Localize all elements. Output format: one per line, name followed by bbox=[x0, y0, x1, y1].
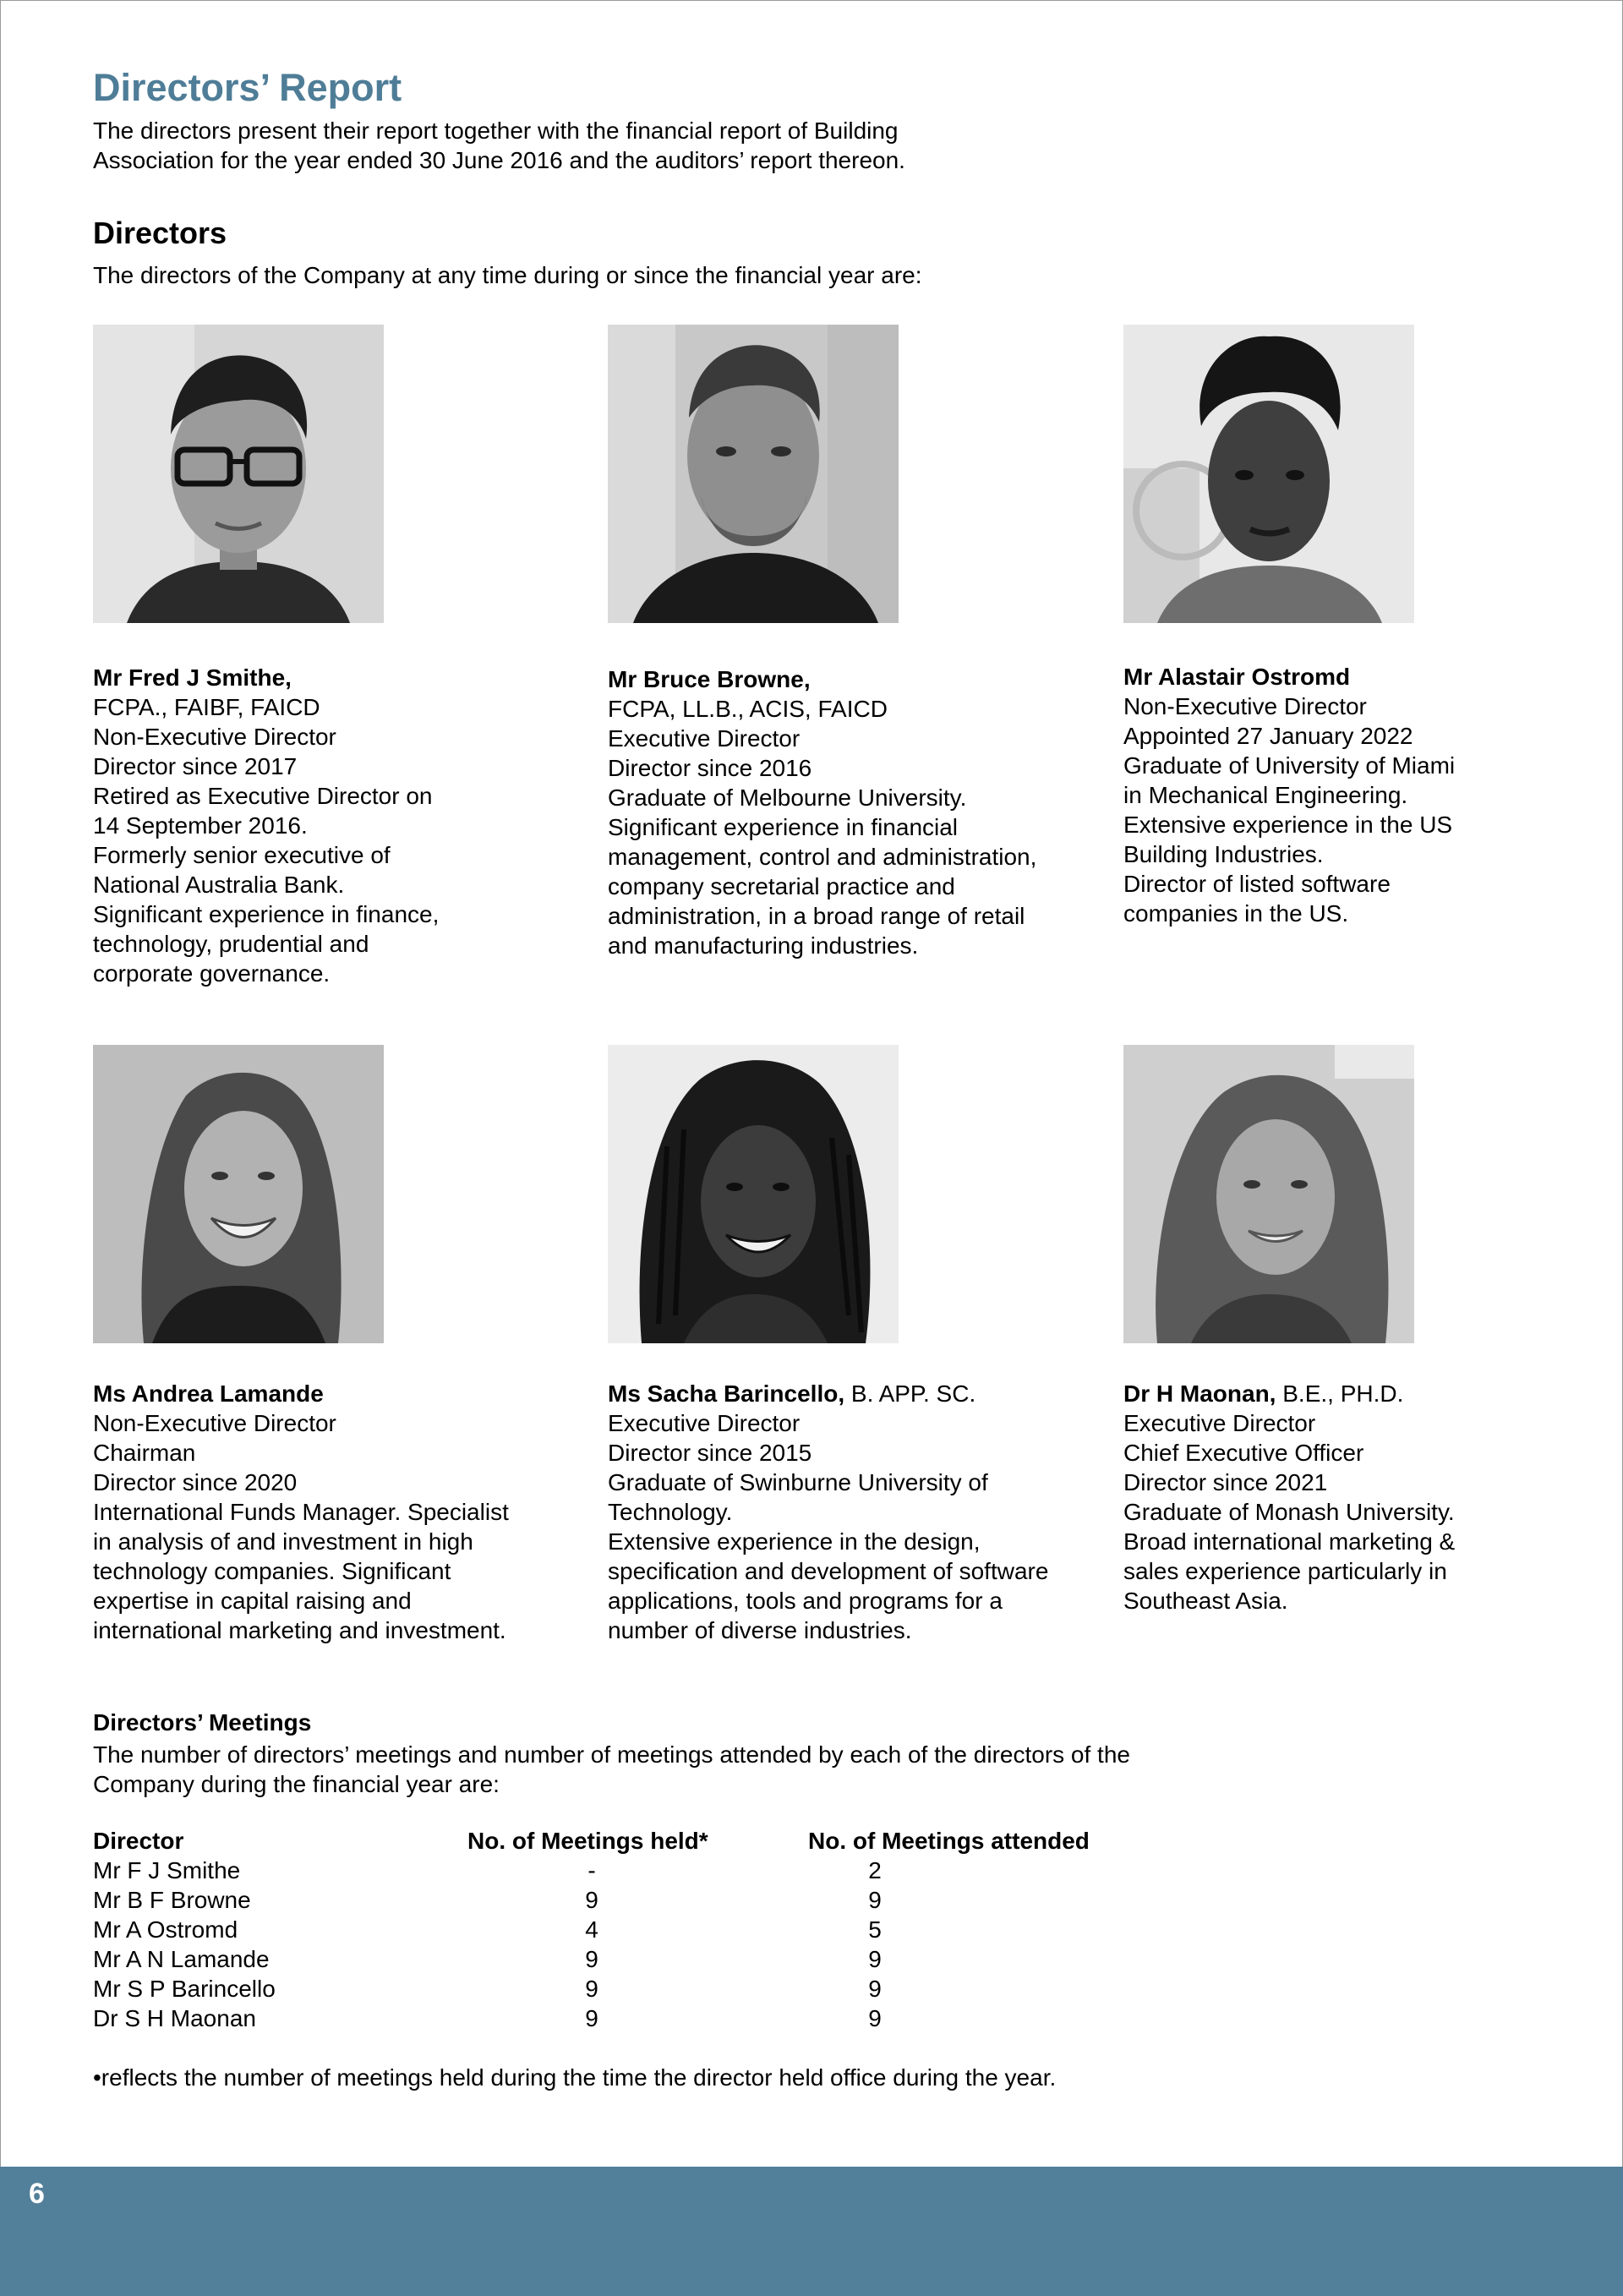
meetings-intro-line: Company during the financial year are: bbox=[93, 1771, 500, 1797]
report-intro-line: The directors present their report together with the financial report of Building bbox=[93, 118, 899, 144]
cell-meetings-attended: 5 bbox=[868, 1916, 882, 1943]
cell-meetings-held: 9 bbox=[585, 1946, 598, 1972]
bio-line: Appointed 27 January 2022 bbox=[1123, 723, 1413, 749]
cell-meetings-held: 9 bbox=[585, 2005, 598, 2031]
column-header-director: Director bbox=[93, 1828, 184, 1854]
bio-line: technology companies. Significant bbox=[93, 1558, 451, 1584]
cell-director: Mr F J Smithe bbox=[93, 1857, 241, 1883]
bio-line: corporate governance. bbox=[93, 960, 331, 987]
bio-line: in analysis of and investment in high bbox=[93, 1528, 473, 1555]
bio-line: Executive Director bbox=[608, 725, 801, 752]
bio-line: Extensive experience in the US bbox=[1123, 812, 1453, 838]
director-name-row bbox=[608, 1379, 1081, 1408]
column-header-meetings-attended: No. of Meetings attended bbox=[808, 1828, 1090, 1854]
meetings-footnote: •reflects the number of meetings held during the time the director held office during the year. bbox=[93, 2064, 1057, 2091]
bio-line: Graduate of University of Miami bbox=[1123, 752, 1456, 779]
bio-line: Technology. bbox=[608, 1499, 733, 1525]
director-bio-smithe bbox=[93, 663, 566, 988]
bio-line: National Australia Bank. bbox=[93, 872, 345, 898]
cell-director: Mr A N Lamande bbox=[93, 1946, 270, 1972]
director-bio-lamande bbox=[93, 1379, 566, 1645]
directors-intro: The directors of the Company at any time during or since the financial year are: bbox=[93, 262, 922, 288]
bio-line: Executive Director bbox=[608, 1410, 801, 1436]
bio-line: FCPA., FAIBF, FAICD bbox=[93, 694, 320, 720]
bio-line: Director since 2015 bbox=[608, 1440, 812, 1466]
director-name: Ms Andrea Lamande bbox=[93, 1380, 324, 1407]
director-bio-ostromd bbox=[1123, 662, 1597, 928]
bio-line: Retired as Executive Director on bbox=[93, 783, 433, 809]
director-qualifications: B. APP. SC. bbox=[844, 1380, 976, 1407]
portrait-bruce-browne bbox=[608, 325, 899, 623]
bio-line: number of diverse industries. bbox=[608, 1617, 912, 1643]
cell-meetings-attended: 9 bbox=[868, 1976, 882, 2002]
meetings-intro bbox=[93, 1740, 1260, 1799]
director-name: Ms Sacha Barincello, bbox=[608, 1380, 845, 1407]
bio-line: Graduate of Swinburne University of bbox=[608, 1469, 988, 1495]
page-title: Directors’ Report bbox=[93, 66, 402, 109]
bio-line: expertise in capital raising and bbox=[93, 1588, 412, 1614]
bio-line: International Funds Manager. Specialist bbox=[93, 1499, 509, 1525]
bio-line: Director of listed software bbox=[1123, 871, 1391, 897]
bio-line: applications, tools and programs for a bbox=[608, 1588, 1003, 1614]
bio-line: 14 September 2016. bbox=[93, 812, 308, 839]
meetings-heading: Directors’ Meetings bbox=[93, 1709, 312, 1736]
page-number: 6 bbox=[29, 2178, 45, 2210]
bio-line: technology, prudential and bbox=[93, 931, 369, 957]
portrait-sacha-barincello bbox=[608, 1045, 899, 1343]
cell-meetings-held: - bbox=[587, 1857, 596, 1883]
bio-line: Graduate of Melbourne University. bbox=[608, 784, 967, 811]
cell-meetings-held: 4 bbox=[585, 1916, 598, 1943]
bio-line: Formerly senior executive of bbox=[93, 842, 391, 868]
bio-line: Non-Executive Director bbox=[1123, 693, 1367, 719]
cell-director: Mr A Ostromd bbox=[93, 1916, 238, 1943]
bio-line: specification and development of software bbox=[608, 1558, 1049, 1584]
report-intro-line: Association for the year ended 30 June 2016 and the auditors’ report thereon. bbox=[93, 147, 905, 173]
portrait-andrea-lamande bbox=[93, 1045, 384, 1343]
bio-line: management, control and administration, bbox=[608, 844, 1037, 870]
portrait-alastair-ostromd bbox=[1123, 325, 1414, 623]
bio-line: Director since 2016 bbox=[608, 755, 812, 781]
cell-director: Mr B F Browne bbox=[93, 1887, 251, 1913]
bio-line: Director since 2020 bbox=[93, 1469, 298, 1495]
bio-line: in Mechanical Engineering. bbox=[1123, 782, 1408, 808]
cell-director: Dr S H Maonan bbox=[93, 2005, 256, 2031]
meetings-intro-line: The number of directors’ meetings and number of meetings attended by each of the directors of the bbox=[93, 1741, 1130, 1768]
bio-line: administration, in a broad range of retail bbox=[608, 903, 1025, 929]
director-name: Mr Bruce Browne, bbox=[608, 666, 811, 692]
director-name: Mr Fred J Smithe, bbox=[93, 664, 292, 691]
portrait-fred-smithe bbox=[93, 325, 384, 623]
cell-meetings-attended: 9 bbox=[868, 1887, 882, 1913]
director-name: Mr Alastair Ostromd bbox=[1123, 664, 1351, 690]
bio-line: Director since 2021 bbox=[1123, 1469, 1328, 1495]
bio-line: Southeast Asia. bbox=[1123, 1588, 1288, 1614]
director-qualifications: B.E., PH.D. bbox=[1276, 1380, 1404, 1407]
bio-line: Non-Executive Director bbox=[93, 1410, 336, 1436]
director-name-row bbox=[1123, 1379, 1597, 1408]
cell-meetings-attended: 2 bbox=[868, 1857, 882, 1883]
bio-line: Chairman bbox=[93, 1440, 196, 1466]
bio-line: Chief Executive Officer bbox=[1123, 1440, 1364, 1466]
report-intro bbox=[93, 116, 1023, 175]
bio-line: international marketing and investment. bbox=[93, 1617, 506, 1643]
cell-meetings-held: 9 bbox=[585, 1976, 598, 2002]
portrait-h-maonan bbox=[1123, 1045, 1414, 1343]
bio-line: companies in the US. bbox=[1123, 900, 1349, 927]
bio-line: Extensive experience in the design, bbox=[608, 1528, 981, 1555]
cell-meetings-attended: 9 bbox=[868, 2005, 882, 2031]
bio-line: Graduate of Monash University. bbox=[1123, 1499, 1455, 1525]
bio-line: company secretarial practice and bbox=[608, 873, 955, 899]
cell-meetings-held: 9 bbox=[585, 1887, 598, 1913]
bio-line: Building Industries. bbox=[1123, 841, 1324, 867]
cell-director: Mr S P Barincello bbox=[93, 1976, 276, 2002]
bio-line: FCPA, LL.B., ACIS, FAICD bbox=[608, 696, 888, 722]
bio-line: Significant experience in finance, bbox=[93, 901, 440, 927]
bio-line: Non-Executive Director bbox=[93, 724, 336, 750]
cell-meetings-attended: 9 bbox=[868, 1946, 882, 1972]
directors-heading: Directors bbox=[93, 216, 227, 250]
director-name: Dr H Maonan, bbox=[1123, 1380, 1276, 1407]
director-bio-browne bbox=[608, 664, 1081, 960]
director-bio-barincello bbox=[608, 1379, 1081, 1645]
director-bio-maonan bbox=[1123, 1379, 1597, 1615]
bio-line: Broad international marketing & bbox=[1123, 1528, 1456, 1555]
bio-line: and manufacturing industries. bbox=[608, 932, 919, 959]
bio-line: sales experience particularly in bbox=[1123, 1558, 1447, 1584]
bio-line: Significant experience in financial bbox=[608, 814, 959, 840]
bio-line: Executive Director bbox=[1123, 1410, 1316, 1436]
bio-line: Director since 2017 bbox=[93, 753, 298, 779]
column-header-meetings-held: No. of Meetings held* bbox=[467, 1828, 708, 1854]
footer-bar bbox=[0, 2167, 1623, 2296]
